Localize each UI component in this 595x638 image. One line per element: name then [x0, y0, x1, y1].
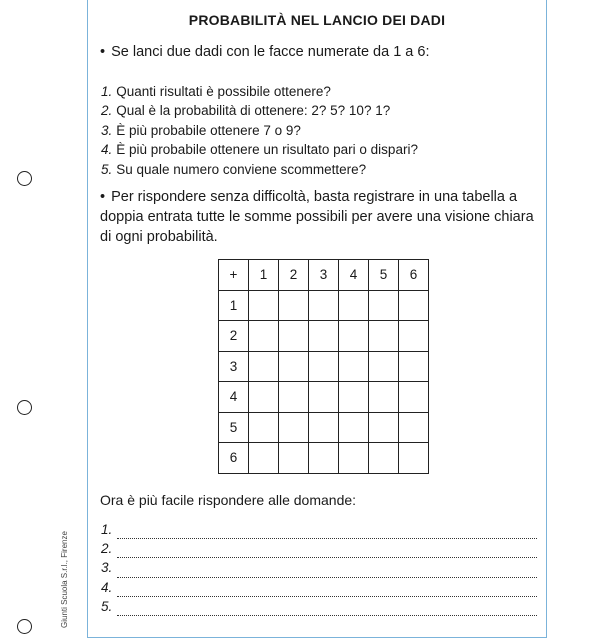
- sum-input-cell[interactable]: [369, 351, 399, 382]
- row-header-cell: 3: [219, 351, 249, 382]
- intro-line: [100, 42, 429, 62]
- question-number: 1.: [101, 84, 113, 99]
- bullet-icon: •: [100, 44, 106, 60]
- column-header-cell: 1: [249, 260, 279, 291]
- worksheet-title: PROBABILITÀ NEL LANCIO DEI DADI: [188, 12, 446, 28]
- instruction-text: Per rispondere senza difficoltà, basta registrare in una tabella a doppia entrata tutte le somme possibili per avere una visione chiara di ogni probabilità.: [100, 189, 534, 245]
- column-header-cell: 6: [399, 260, 429, 291]
- sum-input-cell[interactable]: [399, 321, 429, 352]
- answer-line: [101, 578, 537, 597]
- question-text: È più probabile ottenere 7 o 9?: [116, 122, 301, 138]
- table-row: [219, 443, 429, 474]
- answer-blank-line[interactable]: [117, 603, 537, 616]
- question-item: [101, 82, 418, 101]
- question-text: È più probabile ottenere un risultato pari o dispari?: [116, 142, 418, 158]
- sum-input-cell[interactable]: [339, 382, 369, 413]
- question-number: 5.: [101, 161, 113, 177]
- question-text: Qual è la probabilità di ottenere: 2? 5? 10? 1?: [116, 103, 391, 119]
- sum-input-cell[interactable]: [339, 443, 369, 474]
- answer-number: 5.: [101, 598, 113, 614]
- question-item: [101, 101, 418, 120]
- column-header-cell: 5: [369, 260, 399, 291]
- sum-input-cell[interactable]: [249, 412, 279, 443]
- sum-input-cell[interactable]: [369, 382, 399, 413]
- sum-input-cell[interactable]: [249, 321, 279, 352]
- sum-input-cell[interactable]: [249, 290, 279, 321]
- question-item: [101, 121, 418, 140]
- answer-number: 1.: [101, 522, 113, 537]
- question-item: [101, 160, 418, 179]
- answer-blank-line[interactable]: [117, 565, 537, 578]
- sum-input-cell[interactable]: [399, 382, 429, 413]
- question-number: 3.: [101, 122, 113, 138]
- answer-line: [101, 558, 537, 577]
- intro-text: Se lanci due dadi con le facce numerate da 1 a 6:: [111, 44, 430, 60]
- binder-hole: [17, 400, 32, 415]
- table-row: [219, 321, 429, 352]
- sum-input-cell[interactable]: [279, 443, 309, 474]
- sum-input-cell[interactable]: [279, 412, 309, 443]
- sum-input-cell[interactable]: [279, 321, 309, 352]
- answer-number: 3.: [101, 560, 113, 576]
- answer-number: 4.: [101, 579, 113, 595]
- table-row: [219, 351, 429, 382]
- question-item: [101, 140, 418, 159]
- sum-input-cell[interactable]: [279, 382, 309, 413]
- question-list: [101, 82, 418, 179]
- instruction-paragraph: [100, 187, 540, 247]
- sum-input-cell[interactable]: [249, 382, 279, 413]
- table-corner-cell: +: [219, 260, 249, 291]
- question-text: Su quale numero conviene scommettere?: [116, 161, 367, 177]
- column-header-cell: 3: [309, 260, 339, 291]
- sum-input-cell[interactable]: [369, 290, 399, 321]
- sum-input-cell[interactable]: [339, 290, 369, 321]
- sum-input-cell[interactable]: [399, 351, 429, 382]
- question-text: Quanti risultati è possibile ottenere?: [116, 84, 331, 99]
- answer-blank-line[interactable]: [117, 545, 537, 558]
- answer-blank-line[interactable]: [117, 526, 537, 539]
- sum-input-cell[interactable]: [309, 443, 339, 474]
- sum-input-cell[interactable]: [249, 443, 279, 474]
- row-header-cell: 2: [219, 321, 249, 352]
- answer-line: [101, 597, 537, 616]
- row-header-cell: 5: [219, 412, 249, 443]
- row-header-cell: 1: [219, 290, 249, 321]
- table-row: [219, 412, 429, 443]
- sum-input-cell[interactable]: [369, 412, 399, 443]
- row-header-cell: 4: [219, 382, 249, 413]
- answer-number: 2.: [101, 541, 113, 557]
- table-header-row: [219, 260, 429, 291]
- sum-input-cell[interactable]: [339, 412, 369, 443]
- sum-table: [218, 259, 429, 474]
- sum-input-cell[interactable]: [309, 321, 339, 352]
- question-number: 2.: [101, 103, 113, 119]
- bullet-icon: •: [100, 189, 106, 205]
- sum-input-cell[interactable]: [309, 290, 339, 321]
- sum-input-cell[interactable]: [399, 290, 429, 321]
- sum-input-cell[interactable]: [309, 351, 339, 382]
- sum-input-cell[interactable]: [309, 382, 339, 413]
- sum-input-cell[interactable]: [279, 290, 309, 321]
- column-header-cell: 2: [279, 260, 309, 291]
- sum-input-cell[interactable]: [369, 443, 399, 474]
- publisher-credit: Giunti Scuola S.r.l., Firenze: [60, 531, 69, 628]
- binder-hole: [17, 171, 32, 186]
- answer-line: [101, 520, 537, 539]
- sum-input-cell[interactable]: [339, 321, 369, 352]
- table-row: [219, 382, 429, 413]
- sum-input-cell[interactable]: [339, 351, 369, 382]
- sum-input-cell[interactable]: [399, 412, 429, 443]
- answer-list: [101, 520, 537, 616]
- answer-blank-line[interactable]: [117, 584, 537, 597]
- answer-line: [101, 539, 537, 558]
- binder-hole: [17, 619, 32, 634]
- sum-input-cell[interactable]: [249, 351, 279, 382]
- question-number: 4.: [101, 142, 113, 158]
- sum-input-cell[interactable]: [279, 351, 309, 382]
- follow-up-text: Ora è più facile rispondere alle domande:: [100, 492, 357, 508]
- sum-input-cell[interactable]: [399, 443, 429, 474]
- sum-input-cell[interactable]: [369, 321, 399, 352]
- row-header-cell: 6: [219, 443, 249, 474]
- column-header-cell: 4: [339, 260, 369, 291]
- table-row: [219, 290, 429, 321]
- sum-input-cell[interactable]: [309, 412, 339, 443]
